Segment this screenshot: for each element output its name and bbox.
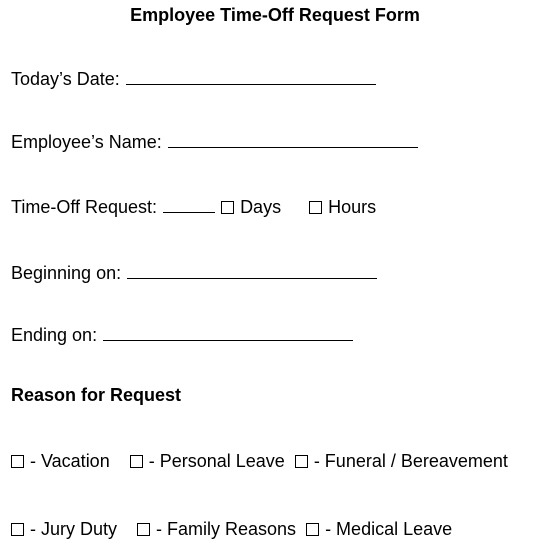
vacation-option[interactable] bbox=[11, 450, 110, 472]
personal-leave-option[interactable] bbox=[130, 450, 285, 472]
days-option[interactable] bbox=[221, 196, 281, 218]
todays-date-field[interactable] bbox=[126, 66, 376, 85]
funeral-label: - Funeral / Bereavement bbox=[313, 451, 508, 471]
days-checkbox[interactable] bbox=[221, 201, 234, 214]
family-reasons-checkbox[interactable] bbox=[137, 523, 150, 536]
beginning-on-label: Beginning on: bbox=[11, 263, 122, 283]
hours-label: Hours bbox=[328, 197, 377, 217]
reasons-row-1 bbox=[11, 450, 508, 472]
personal-leave-checkbox[interactable] bbox=[130, 455, 143, 468]
medical-leave-label: - Medical Leave bbox=[325, 519, 453, 539]
personal-leave-label: - Personal Leave bbox=[148, 451, 285, 471]
ending-on-row bbox=[11, 322, 353, 346]
family-reasons-option[interactable] bbox=[137, 518, 296, 540]
jury-duty-option[interactable] bbox=[11, 518, 117, 540]
days-label: Days bbox=[240, 197, 282, 217]
ending-on-field[interactable] bbox=[103, 322, 353, 341]
funeral-checkbox[interactable] bbox=[295, 455, 308, 468]
jury-duty-label: - Jury Duty bbox=[30, 519, 118, 539]
time-off-request-row bbox=[11, 194, 376, 218]
time-off-request-label: Time-Off Request: bbox=[11, 197, 158, 217]
employee-name-field[interactable] bbox=[168, 129, 418, 148]
time-off-amount-field[interactable] bbox=[163, 194, 215, 213]
funeral-option[interactable] bbox=[295, 450, 508, 472]
todays-date-row bbox=[11, 66, 376, 90]
hours-checkbox[interactable] bbox=[309, 201, 322, 214]
hours-option[interactable] bbox=[309, 196, 376, 218]
vacation-label: - Vacation bbox=[30, 451, 110, 471]
beginning-on-row bbox=[11, 260, 377, 284]
employee-name-row bbox=[11, 129, 418, 153]
todays-date-label: Today’s Date: bbox=[11, 69, 120, 89]
form-title: Employee Time-Off Request Form bbox=[130, 5, 420, 25]
reason-heading: Reason for Request bbox=[11, 385, 182, 405]
vacation-checkbox[interactable] bbox=[11, 455, 24, 468]
beginning-on-field[interactable] bbox=[127, 260, 377, 279]
medical-leave-checkbox[interactable] bbox=[306, 523, 319, 536]
medical-leave-option[interactable] bbox=[306, 518, 452, 540]
ending-on-label: Ending on: bbox=[11, 325, 98, 345]
jury-duty-checkbox[interactable] bbox=[11, 523, 24, 536]
reasons-row-2 bbox=[11, 518, 452, 540]
employee-name-label: Employee’s Name: bbox=[11, 132, 162, 152]
family-reasons-label: - Family Reasons bbox=[156, 519, 297, 539]
